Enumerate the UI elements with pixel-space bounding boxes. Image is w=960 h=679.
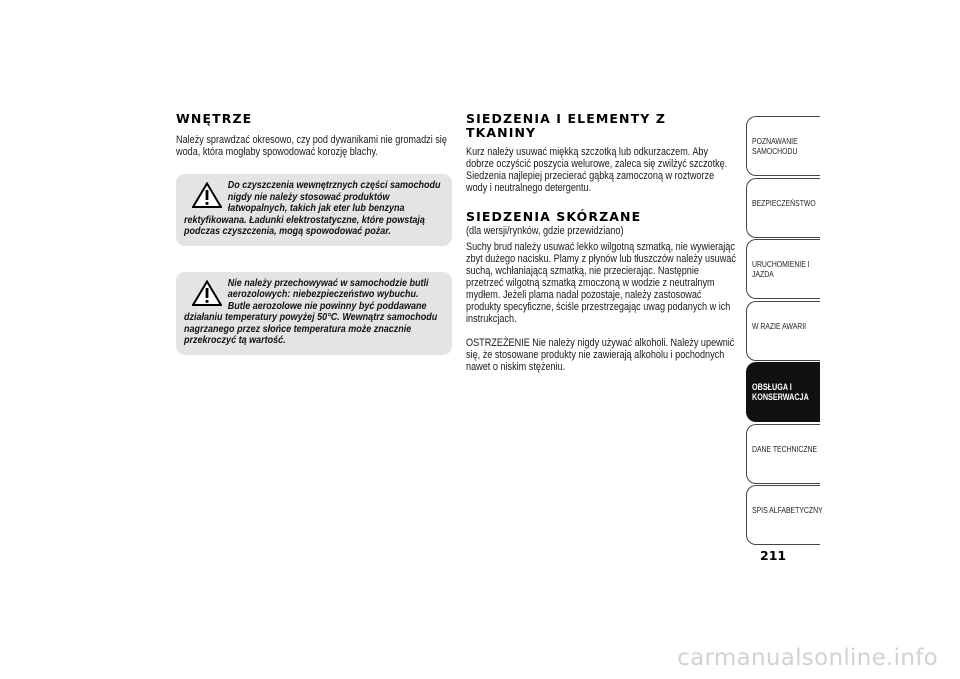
tab-label: OBSŁUGA I KONSERWACJA [752,382,809,402]
watermark: carmanualsonline.info [677,645,938,671]
tab-label: DANE TECHNICZNE [752,443,818,454]
paragraph-warning-alcohol: OSTRZEŻENIE Nie należy nigdy używać alkoholi. Należy upewnić się, że stosowane produkty nie zawierają alkoholu i pochodnych nawet o niskim stężeniu. [466,337,735,373]
intro-paragraph: Należy sprawdzać okresowo, czy pod dywanikami nie gromadzi się woda, która mogłaby spowodować korozję blachy. [176,134,447,158]
tab-label: BEZPIECZEŃSTWO [752,197,816,208]
paragraph-leather-cleaning: Suchy brud należy usuwać lekko wilgotną szmatką, nie wywierając zbyt dużego nacisku. Plamy z płynów lub tłuszczów należy usuwać suchą, wchłaniającą szmatką, nie przecierając. Następnie przetrzeć wilgotną szmatką zmoczoną w wodzie z neutralnym mydłem. Jeżeli plama nadal pozostaje, należy zastosować produkty specyficzne, ściśle przestrzegając uwag podanych w ich instrukcjach. [466,241,736,325]
right-column [466,112,738,373]
warning-box-aerosol [176,272,452,355]
tab-obsluga-i-konserwacja[interactable] [746,362,820,422]
tab-uruchomienie-i-jazda[interactable] [746,239,820,299]
tab-label: URUCHOMIENIE I JAZDA [752,259,810,279]
warning-box-flammable [176,174,452,246]
tab-label: SPIS ALFABETYCZNY [752,505,823,515]
versions-note: (dla wersji/rynków, gdzie przewidziano) [466,225,624,237]
section-heading-leather-seats: SIEDZENIA SKÓRZANE [466,209,642,224]
left-column [176,112,452,381]
paragraph-fabric-cleaning: Kurz należy usuwać miękką szczotką lub odkurzaczem. Aby dobrze oczyścić poszycia welurowe, zaleca się zwilżyć szczotkę. Siedzenia najlepiej przecierać gąbką zamoczoną w roztworze wody i neutralnego detergentu. [466,146,728,194]
chapter-sidebar [746,116,823,547]
section-heading-interior: WNĘTRZE [176,111,253,126]
page-number: 211 [760,548,787,563]
tab-dane-techniczne[interactable] [746,424,820,484]
tab-w-razie-awarii[interactable] [746,301,820,361]
tab-spis-alfabetyczny[interactable] [746,485,823,545]
tab-bezpieczenstwo[interactable] [746,178,820,238]
warning-text-flammable: Do czyszczenia wewnętrznych części samochodu nigdy nie należy stosować produktów łatwopalnych, takich jak eter lub benzyna rektyfikowana. Ładunki elektrostatyczne, które powstają podczas czyszczenia, mogą spowodować pożar. [184,180,441,237]
warning-text-aerosol: Nie należy przechowywać w samochodzie butli aerozolowych: niebezpieczeństwo wybuchu. Butle aerozolowe nie powinny być poddawane działaniu temperatury powyżej 50°C. Wewnątrz samochodu nagrzanego przez słońce temperatura może znacznie przekroczyć tą wartość. [184,277,438,346]
tab-label: POZNAWANIE SAMOCHODU [752,136,798,156]
tab-poznawanie-samochodu[interactable] [746,116,820,176]
tab-label: W RAZIE AWARII [752,320,807,331]
section-heading-fabric-seats: SIEDZENIA I ELEMENTY Z TKANINY [466,111,666,140]
